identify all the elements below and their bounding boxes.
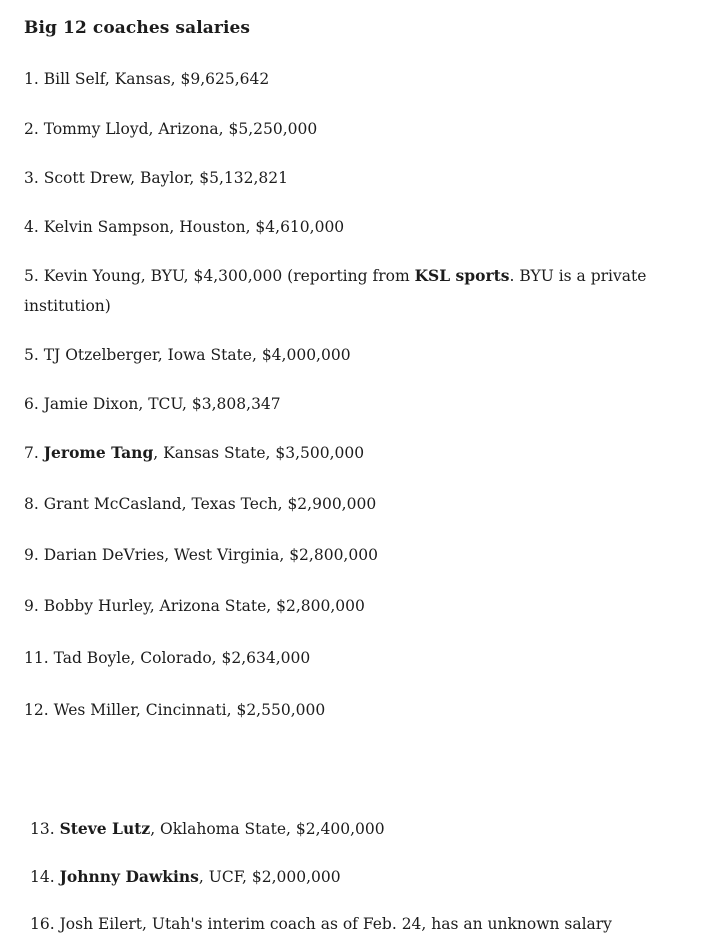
- list-item-13: 12. Wes Miller, Cincinnati, $2,550,000: [24, 701, 326, 719]
- list-item-5: [24, 261, 680, 321]
- list-item-1: 1. Bill Self, Kansas, $9,625,642: [24, 70, 270, 88]
- page-title: Big 12 coaches salaries: [24, 18, 251, 38]
- list-item-15: [30, 862, 680, 892]
- list-item-8-details: , Kansas State, $3,500,000: [153, 444, 365, 462]
- list-item-10: 9. Darian DeVries, West Virginia, $2,800,000: [24, 546, 378, 564]
- list-item-6: 5. TJ Otzelberger, Iowa State, $4,000,000: [24, 346, 351, 364]
- list-item-9: 8. Grant McCasland, Texas Tech, $2,900,000: [24, 495, 377, 513]
- list-item-16: 16. Josh Eilert, Utah's interim coach as of Feb. 24, has an unknown salary: [30, 915, 612, 933]
- list-item-8: [24, 438, 680, 468]
- coach-name-jerome-tang: Jerome Tang: [43, 443, 154, 462]
- list-item-4: 4. Kelvin Sampson, Houston, $4,610,000: [24, 218, 345, 236]
- list-item-7: 6. Jamie Dixon, TCU, $3,808,347: [24, 395, 281, 413]
- list-item-11: 9. Bobby Hurley, Arizona State, $2,800,000: [24, 597, 365, 615]
- list-item-14: [30, 814, 680, 844]
- list-item-5-text-pre: 5. Kevin Young, BYU, $4,300,000 (reporting from: [24, 267, 415, 285]
- list-item-3: 3. Scott Drew, Baylor, $5,132,821: [24, 169, 289, 187]
- list-item-15-rank: 14.: [30, 868, 60, 886]
- list-item-12: 11. Tad Boyle, Colorado, $2,634,000: [24, 649, 311, 667]
- list-item-14-rank: 13.: [30, 820, 60, 838]
- list-item-15-details: , UCF, $2,000,000: [198, 868, 341, 886]
- coach-name-steve-lutz: Steve Lutz: [59, 819, 151, 838]
- ksl-sports-link-text: KSL sports: [414, 266, 510, 285]
- coach-name-johnny-dawkins: Johnny Dawkins: [59, 867, 199, 886]
- list-item-2: 2. Tommy Lloyd, Arizona, $5,250,000: [24, 120, 318, 138]
- list-item-5-text-post: . BYU is a private institution): [24, 267, 647, 315]
- list-item-14-details: , Oklahoma State, $2,400,000: [150, 820, 385, 838]
- list-item-8-rank: 7.: [24, 444, 44, 462]
